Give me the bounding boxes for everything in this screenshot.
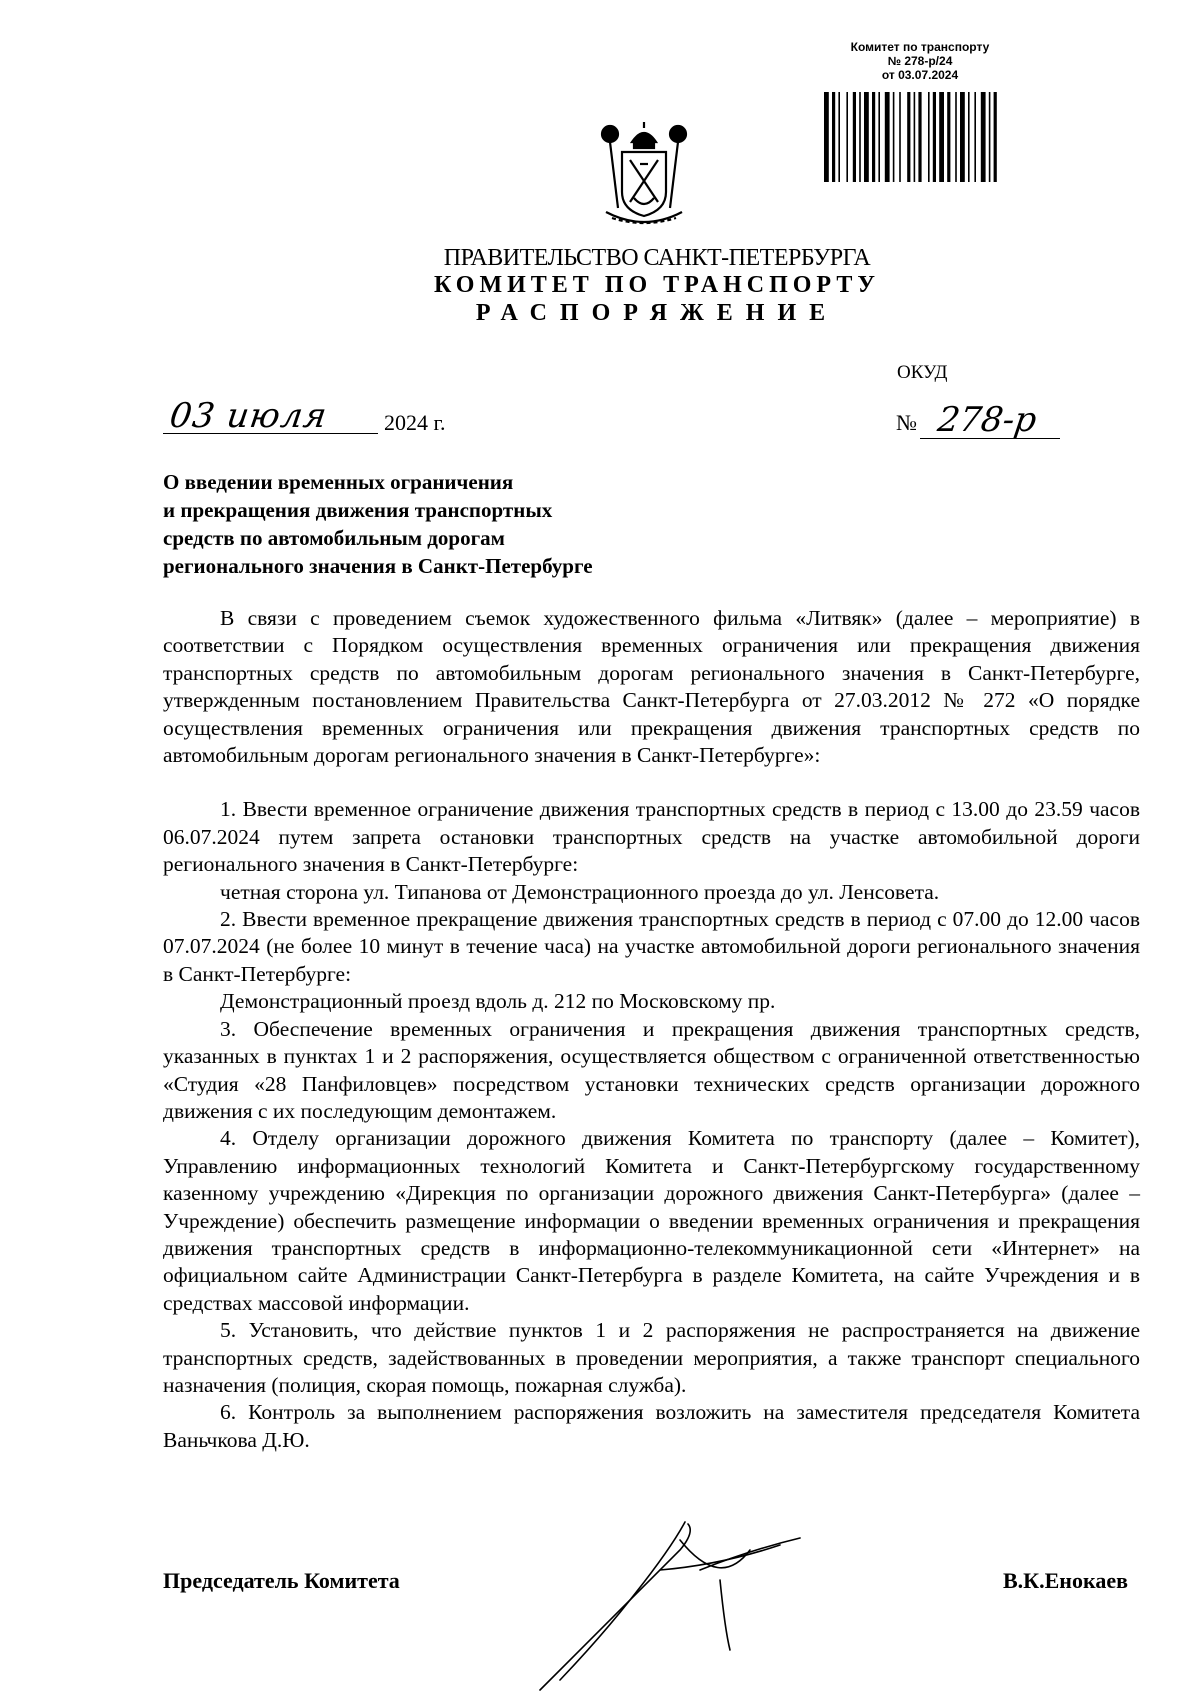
barcode-icon — [822, 92, 1030, 182]
barcode-bar — [947, 92, 950, 182]
barcode-bar — [864, 92, 869, 182]
title-line: О введении временных ограничения — [163, 470, 514, 494]
barcode-bar — [824, 92, 829, 182]
barcode-bar — [853, 92, 856, 182]
item-3-paragraph: 3. Обеспечение временных ограничения и прекращения движения транспортных средств, указанных в пунктах 1 и 2 распоряжения, осуществляется обществом с ограниченной ответственностью «Студия «28 Панфиловцев» посредством установки технических средств организации дорожного движения с их последующим демонтажем. — [163, 1016, 1140, 1123]
barcode-bar — [974, 92, 976, 182]
barcode-bar — [914, 92, 916, 182]
barcode-bar — [859, 92, 861, 182]
handwritten-date: 03 июля — [167, 396, 330, 436]
barcode-bar — [907, 92, 910, 182]
title-line: регионального значения в Санкт-Петербурге — [163, 554, 593, 578]
date-year: 2024 г. — [384, 410, 446, 435]
barcode-bar — [994, 92, 997, 182]
item-4-paragraph: 4. Отделу организации дорожного движения Комитета по транспорту (далее – Комитет), Управлению информационных технологий Комитета и Санкт-Петербургскому государственному казенному учреждению «Дирекция по организации дорожного движения Санкт-Петербурга» (далее – Учреждение) обеспечить размещение информации о введении временных ограничения и прекращения движения транспортных средств в информационно-телекоммуникационной сети «Интернет» на официальном сайте Администрации Санкт-Петербурга в разделе Комитета, на сайте Учреждения и в средствах массовой информации. — [163, 1126, 1140, 1315]
barcode-bar — [893, 92, 895, 182]
barcode-bar — [899, 92, 901, 182]
barcode-bar — [846, 92, 848, 182]
item-5-paragraph: 5. Установить, что действие пунктов 1 и 2 распоряжения не распространяется на движение транспортных средств, задействованных в проведении мероприятия, а также транспорт специального назначения (полиция, скорая помощь, пожарная служба). — [163, 1318, 1140, 1397]
barcode-bar — [838, 92, 840, 182]
barcode-bar — [918, 92, 921, 182]
document-type: РАСПОРЯЖЕНИЕ — [475, 300, 839, 326]
stamp-date: от 03.07.2024 — [881, 68, 959, 82]
barcode-bar — [928, 92, 930, 182]
number-underline — [920, 438, 1060, 439]
committee-title: КОМИТЕТ ПО ТРАНСПОРТУ — [434, 272, 880, 298]
barcode-bar — [989, 92, 991, 182]
barcode-bar — [933, 92, 936, 182]
date-underline — [163, 433, 378, 434]
signer-name: В.К.Енокаев — [1003, 1568, 1128, 1593]
number-label: № — [896, 410, 917, 435]
registration-stamp — [820, 40, 1020, 82]
handwritten-number: 278-р — [935, 400, 1039, 440]
stamp-number: № 278-р/24 — [887, 54, 953, 68]
item-2-paragraph: 2. Ввести временное прекращение движения транспортных средств в период с 07.00 до 12.00 часов 07.07.2024 (не более 10 минут в течение часа) на участке автомобильной дороги регионального значения в Санкт-Петербурге: — [163, 907, 1140, 986]
barcode-bar — [981, 92, 986, 182]
document-title — [163, 468, 723, 580]
coat-of-arms-icon — [596, 120, 692, 228]
signer-position: Председатель Комитета — [163, 1568, 400, 1593]
government-title: ПРАВИТЕЛЬСТВО САНКТ-ПЕТЕРБУРГА — [443, 245, 871, 271]
title-line: средств по автомобильным дорогам — [163, 526, 505, 550]
barcode-bar — [878, 92, 880, 182]
item-1-location: четная сторона ул. Типанова от Демонстрационного проезда до ул. Ленсовета. — [220, 879, 940, 904]
preamble-paragraph: В связи с проведением съемок художественного фильма «Литвяк» (далее – мероприятие) в соответствии с Порядком осуществления временных ограничения или прекращения движения транспортных средств по автомобильным дорогам регионального значения в Санкт-Петербурге, утвержденным постановлением Правительства Санкт-Петербурга от 27.03.2012 № 272 «О порядке осуществления временных ограничения или прекращения движения транспортных средств по автомобильным дорогам регионального значения в Санкт-Петербурге»: — [163, 606, 1140, 768]
barcode-bar — [939, 92, 944, 182]
item-6-paragraph: 6. Контроль за выполнением распоряжения возложить на заместителя председателя Комитета Ваньчкова Д.Ю. — [163, 1400, 1140, 1452]
stamp-org: Комитет по транспорту — [850, 40, 990, 54]
barcode-bar — [968, 92, 970, 182]
item-2-location: Демонстрационный проезд вдоль д. 212 по Московскому пр. — [220, 989, 776, 1014]
document-body — [163, 605, 1140, 1454]
barcode-bar — [872, 92, 875, 182]
title-line: и прекращения движения транспортных — [163, 498, 553, 522]
barcode-bar — [832, 92, 835, 182]
barcode-bar — [885, 92, 890, 182]
item-1-paragraph: 1. Ввести временное ограничение движения транспортных средств в период с 13.00 до 23.59 часов 06.07.2024 путем запрета остановки транспортных средств на участке автомобильной дороги регионального значения в Санкт-Петербурге: — [163, 797, 1140, 877]
handwritten-signature — [520, 1510, 820, 1696]
okud-label: ОКУД — [897, 362, 948, 383]
barcode-bar — [960, 92, 965, 182]
barcode-bar — [955, 92, 957, 182]
